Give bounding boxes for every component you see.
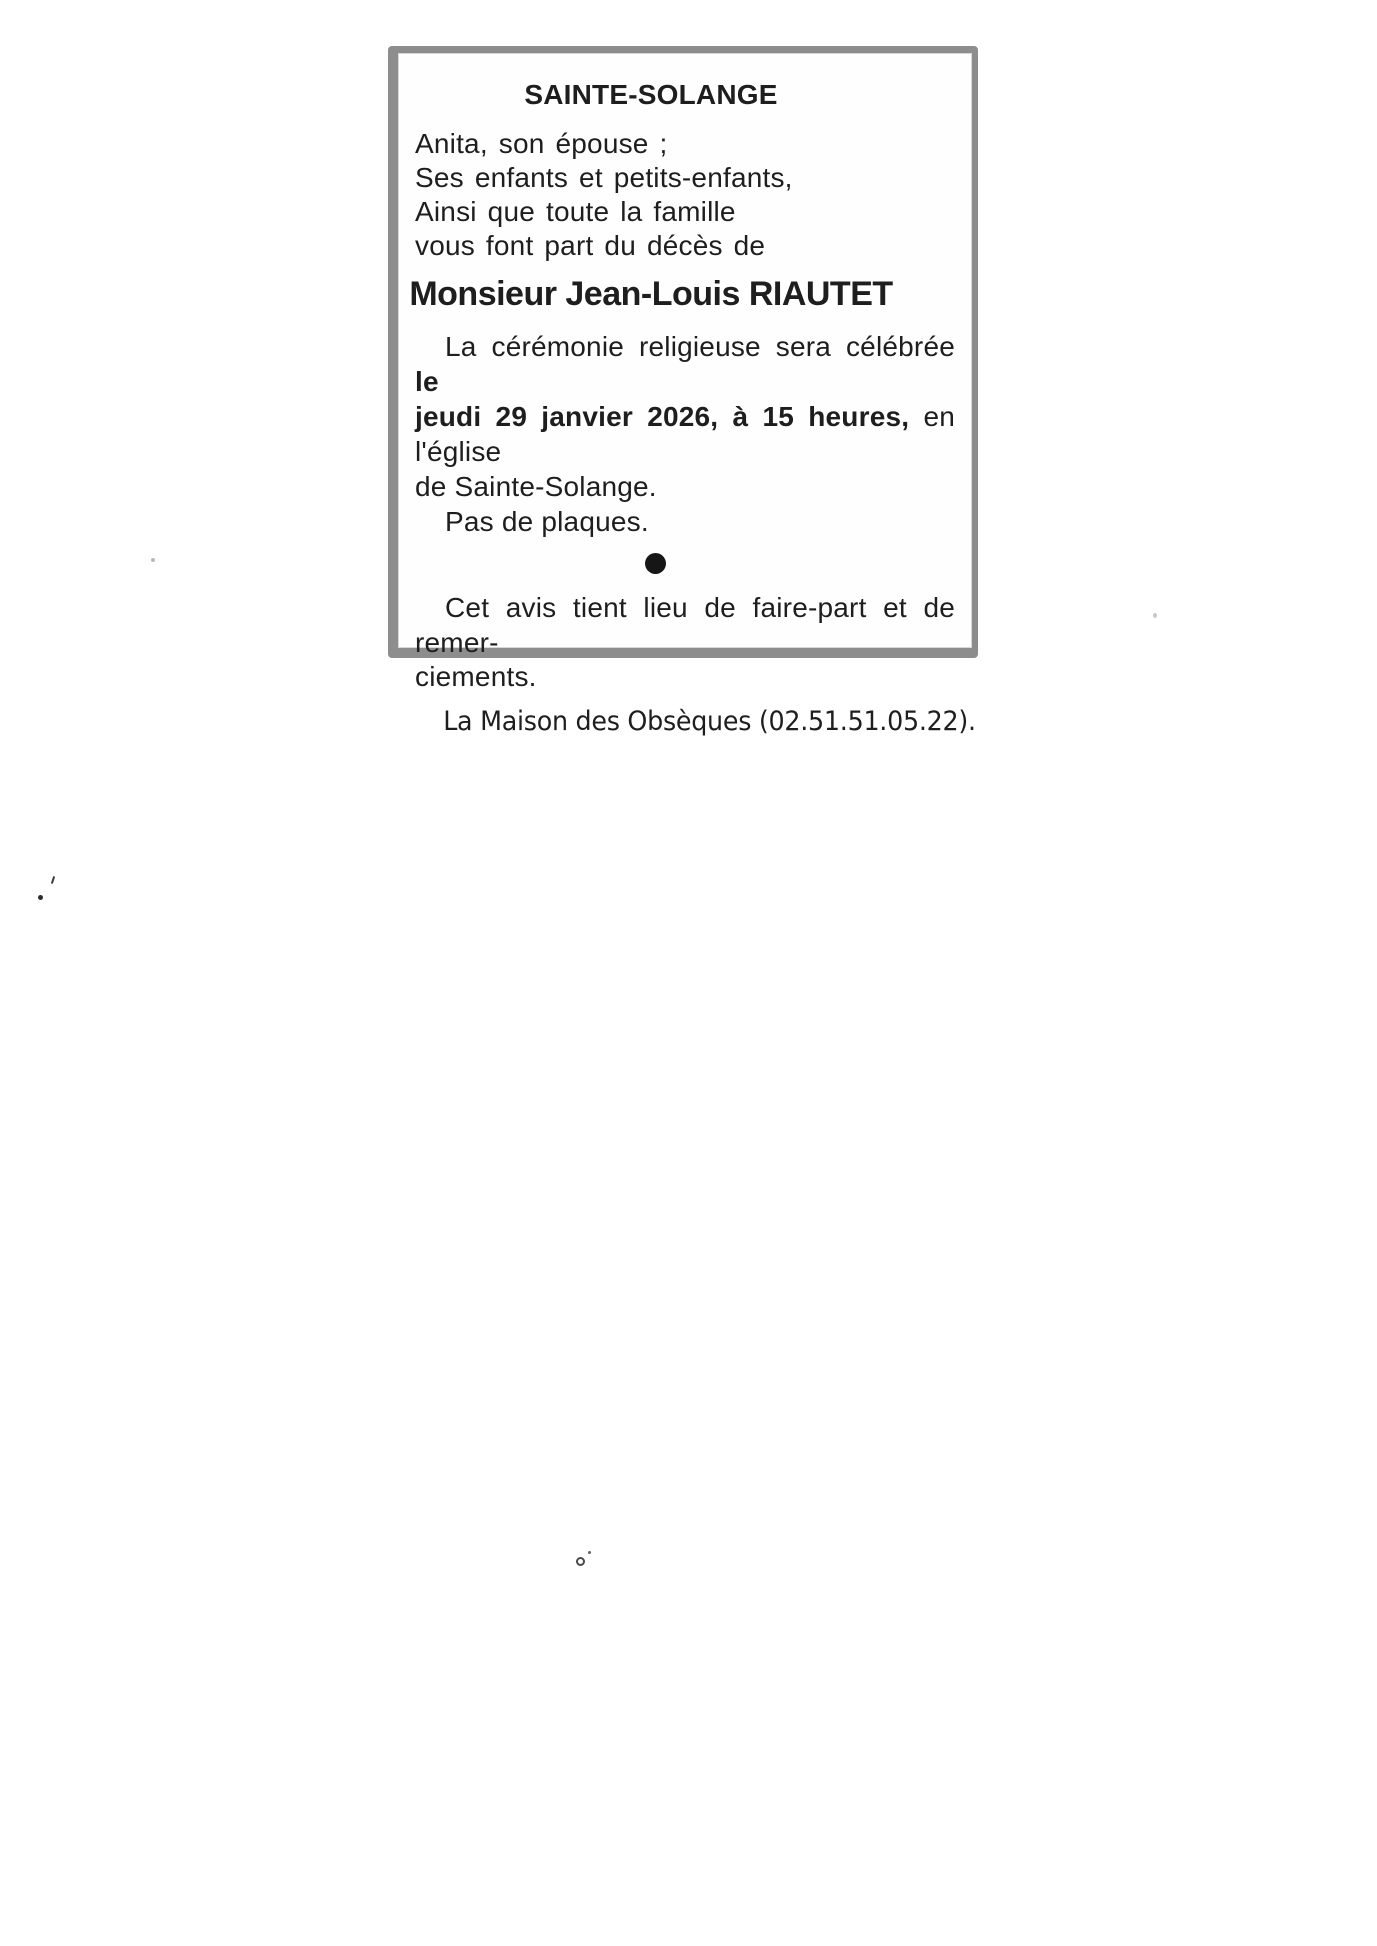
ceremony-text-bold: le: [415, 366, 439, 397]
scan-speck: [51, 876, 55, 884]
ceremony-text-bold: jeudi 29 janvier 2026, à 15 heures,: [415, 401, 910, 432]
separator-dot-icon: [645, 553, 666, 574]
ceremony-paragraph: [415, 329, 955, 504]
family-line: vous font part du décès de: [415, 230, 766, 261]
family-paragraph: [415, 127, 955, 263]
scan-speck: [576, 1557, 585, 1566]
funeral-home-line: La Maison des Obsèques (02.51.51.05.22).: [443, 706, 976, 737]
ceremony-line-2: [415, 399, 955, 469]
scan-speck: [38, 895, 43, 900]
ceremony-text: La cérémonie religieuse sera célébrée: [445, 331, 955, 362]
no-plaques-line: Pas de plaques.: [445, 506, 649, 537]
deceased-name: Monsieur Jean-Louis RIAUTET: [409, 275, 893, 313]
scan-speck: [151, 558, 155, 562]
ceremony-text: en l'église: [415, 401, 955, 467]
commune-title: SAINTE-SOLANGE: [524, 79, 778, 110]
family-line: Ainsi que toute la famille: [415, 196, 736, 227]
family-line: Ses enfants et petits-enfants,: [415, 162, 793, 193]
family-line: Anita, son épouse ;: [415, 128, 668, 159]
ceremony-line-3: de Sainte-Solange.: [415, 471, 657, 502]
closing-line-2: ciements.: [415, 661, 537, 692]
scan-speck: [588, 1551, 591, 1554]
separator-row: [415, 553, 955, 574]
closing-line-1: Cet avis tient lieu de faire-part et de remer-: [415, 592, 955, 658]
obituary-notice-box: [388, 46, 978, 737]
scan-speck: [1153, 613, 1157, 618]
ceremony-line-1: [415, 329, 955, 399]
closing-paragraph: [415, 590, 955, 693]
